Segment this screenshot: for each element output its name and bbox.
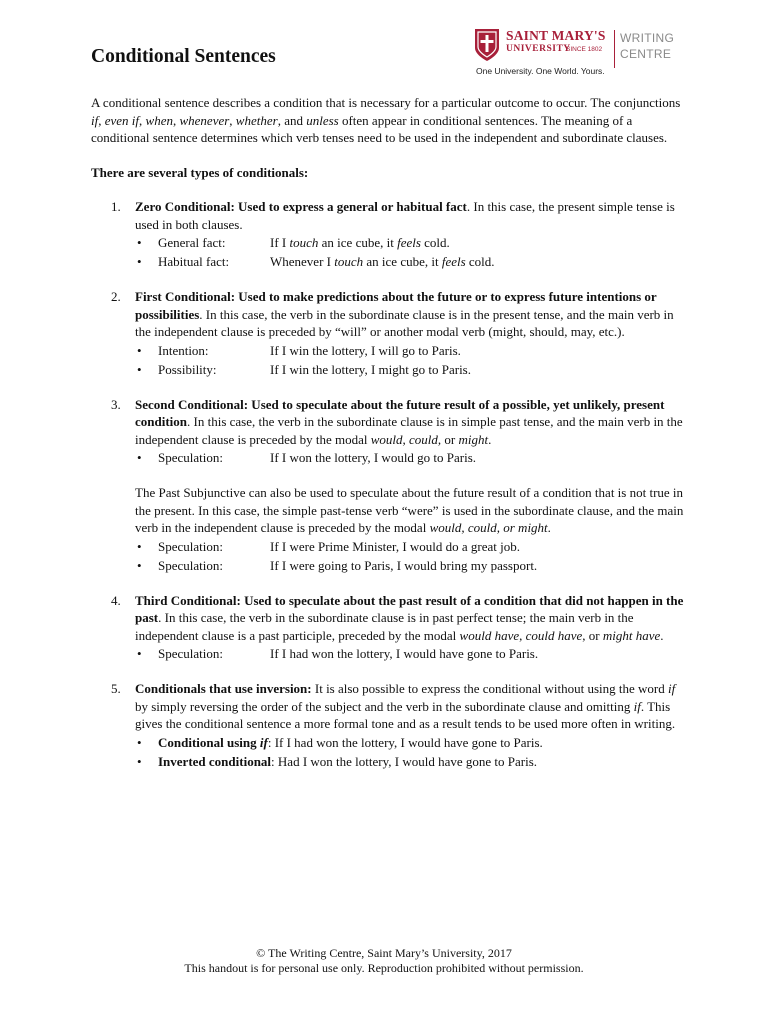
item-number: 4. xyxy=(111,592,121,608)
example-list xyxy=(135,233,691,271)
list-item-first-conditional xyxy=(91,288,691,379)
page-footer xyxy=(0,946,768,976)
university-logo xyxy=(474,26,684,82)
logo-centre-line1: WRITING xyxy=(620,31,675,45)
example-item: • Speculation: If I were Prime Minister, I would do a great job. xyxy=(135,537,691,556)
logo-since: SINCE 1802 xyxy=(566,46,603,53)
conditional-types-list xyxy=(91,198,691,771)
list-item-inversion xyxy=(91,680,691,771)
item-number: 1. xyxy=(111,199,121,214)
example-item: • Speculation: If I had won the lottery, I would have gone to Paris. xyxy=(135,644,691,663)
item-number: 2. xyxy=(111,289,121,304)
example-list xyxy=(135,448,691,467)
example-item: • Inverted conditional: Had I won the lottery, I would have gone to Paris. xyxy=(135,752,691,771)
example-item: • Speculation: If I won the lottery, I would go to Paris. xyxy=(135,448,691,467)
handout-body xyxy=(91,94,691,788)
example-item: • Conditional using if: If I had won the lottery, I would have gone to Paris. xyxy=(135,733,691,752)
example-item: • Possibility: If I win the lottery, I might go to Paris. xyxy=(135,360,691,379)
logo-name-line2: UNIVERSITY xyxy=(506,44,571,54)
intro-paragraph: A conditional sentence describes a condition that is necessary for a particular outcome to occur. The conjunctions if, even if, when, whenever, whether, and unless often appear in conditional sentences. The meaning of a conditional sentence determines which verb tenses need to be used in the independent and subordinate clauses. xyxy=(91,95,681,145)
list-item-zero-conditional xyxy=(91,198,691,271)
logo-divider xyxy=(614,30,615,68)
usage-notice: This handout is for personal use only. Reproduction prohibited without permission. xyxy=(184,961,584,975)
item-number: 5. xyxy=(111,681,121,696)
crest-icon xyxy=(474,28,500,62)
item-text: First Conditional: Used to make predictions about the future or to express future intentions or possibilities. In this case, the verb in the subordinate clause is in the present tense, and the main verb in the independent clause is preceded by “will” or another modal verb (might, should, may, etc.). xyxy=(135,289,674,339)
example-item: • Intention: If I win the lottery, I will go to Paris. xyxy=(135,341,691,360)
item-text: Conditionals that use inversion: It is also possible to express the conditional without using the word if by simply reversing the order of the subject and the verb in the subordinate clause and omitting if. This gives the conditional sentence a more formal tone and as a result tends to be used more often in writing. xyxy=(135,681,676,731)
example-item: • Habitual fact: Whenever I touch an ice cube, it feels cold. xyxy=(135,252,691,271)
item-text: Third Conditional: Used to speculate about the past result of a condition that did not happen in the past. In this case, the verb in the subordinate clause is in past perfect tense; the main verb in the independent clause is a past participle, preceded by the modal would have, could have, or might have. xyxy=(135,592,684,643)
list-item-third-conditional xyxy=(91,592,691,664)
example-list xyxy=(135,341,691,379)
past-subjunctive-paragraph: The Past Subjunctive can also be used to speculate about the future result of a condition that is not true in the present. In this case, the simple past-tense verb “were” is used in the subordinate clause, and the main verb in the independent clause is preceded by the modal would, could, or might. xyxy=(135,485,684,535)
logo-name-line1: SAINT MARY'S xyxy=(506,28,606,43)
example-item: • General fact: If I touch an ice cube, it feels cold. xyxy=(135,233,691,252)
example-item: • Speculation: If I were going to Paris, I would bring my passport. xyxy=(135,556,691,575)
page-title: Conditional Sentences xyxy=(91,46,276,67)
list-item-second-conditional xyxy=(91,396,691,575)
types-heading: There are several types of conditionals: xyxy=(91,164,309,180)
example-list xyxy=(135,733,691,771)
logo-centre-line2: CENTRE xyxy=(620,47,672,61)
example-list xyxy=(135,644,691,663)
item-text: Zero Conditional: Used to express a general or habitual fact. In this case, the present simple tense is used in both clauses. xyxy=(135,199,675,232)
item-text: Second Conditional: Used to speculate about the future result of a possible, yet unlikely, present condition. In this case, the verb in the subordinate clause is in simple past tense, and the main verb in the independent clause is preceded by the modal would, could, or might. xyxy=(135,396,683,447)
copyright-line: © The Writing Centre, Saint Mary’s University, 2017 xyxy=(256,946,512,960)
item-number: 3. xyxy=(111,396,121,412)
logo-tagline: One University. One World. Yours. xyxy=(476,66,605,76)
example-list xyxy=(135,537,691,575)
